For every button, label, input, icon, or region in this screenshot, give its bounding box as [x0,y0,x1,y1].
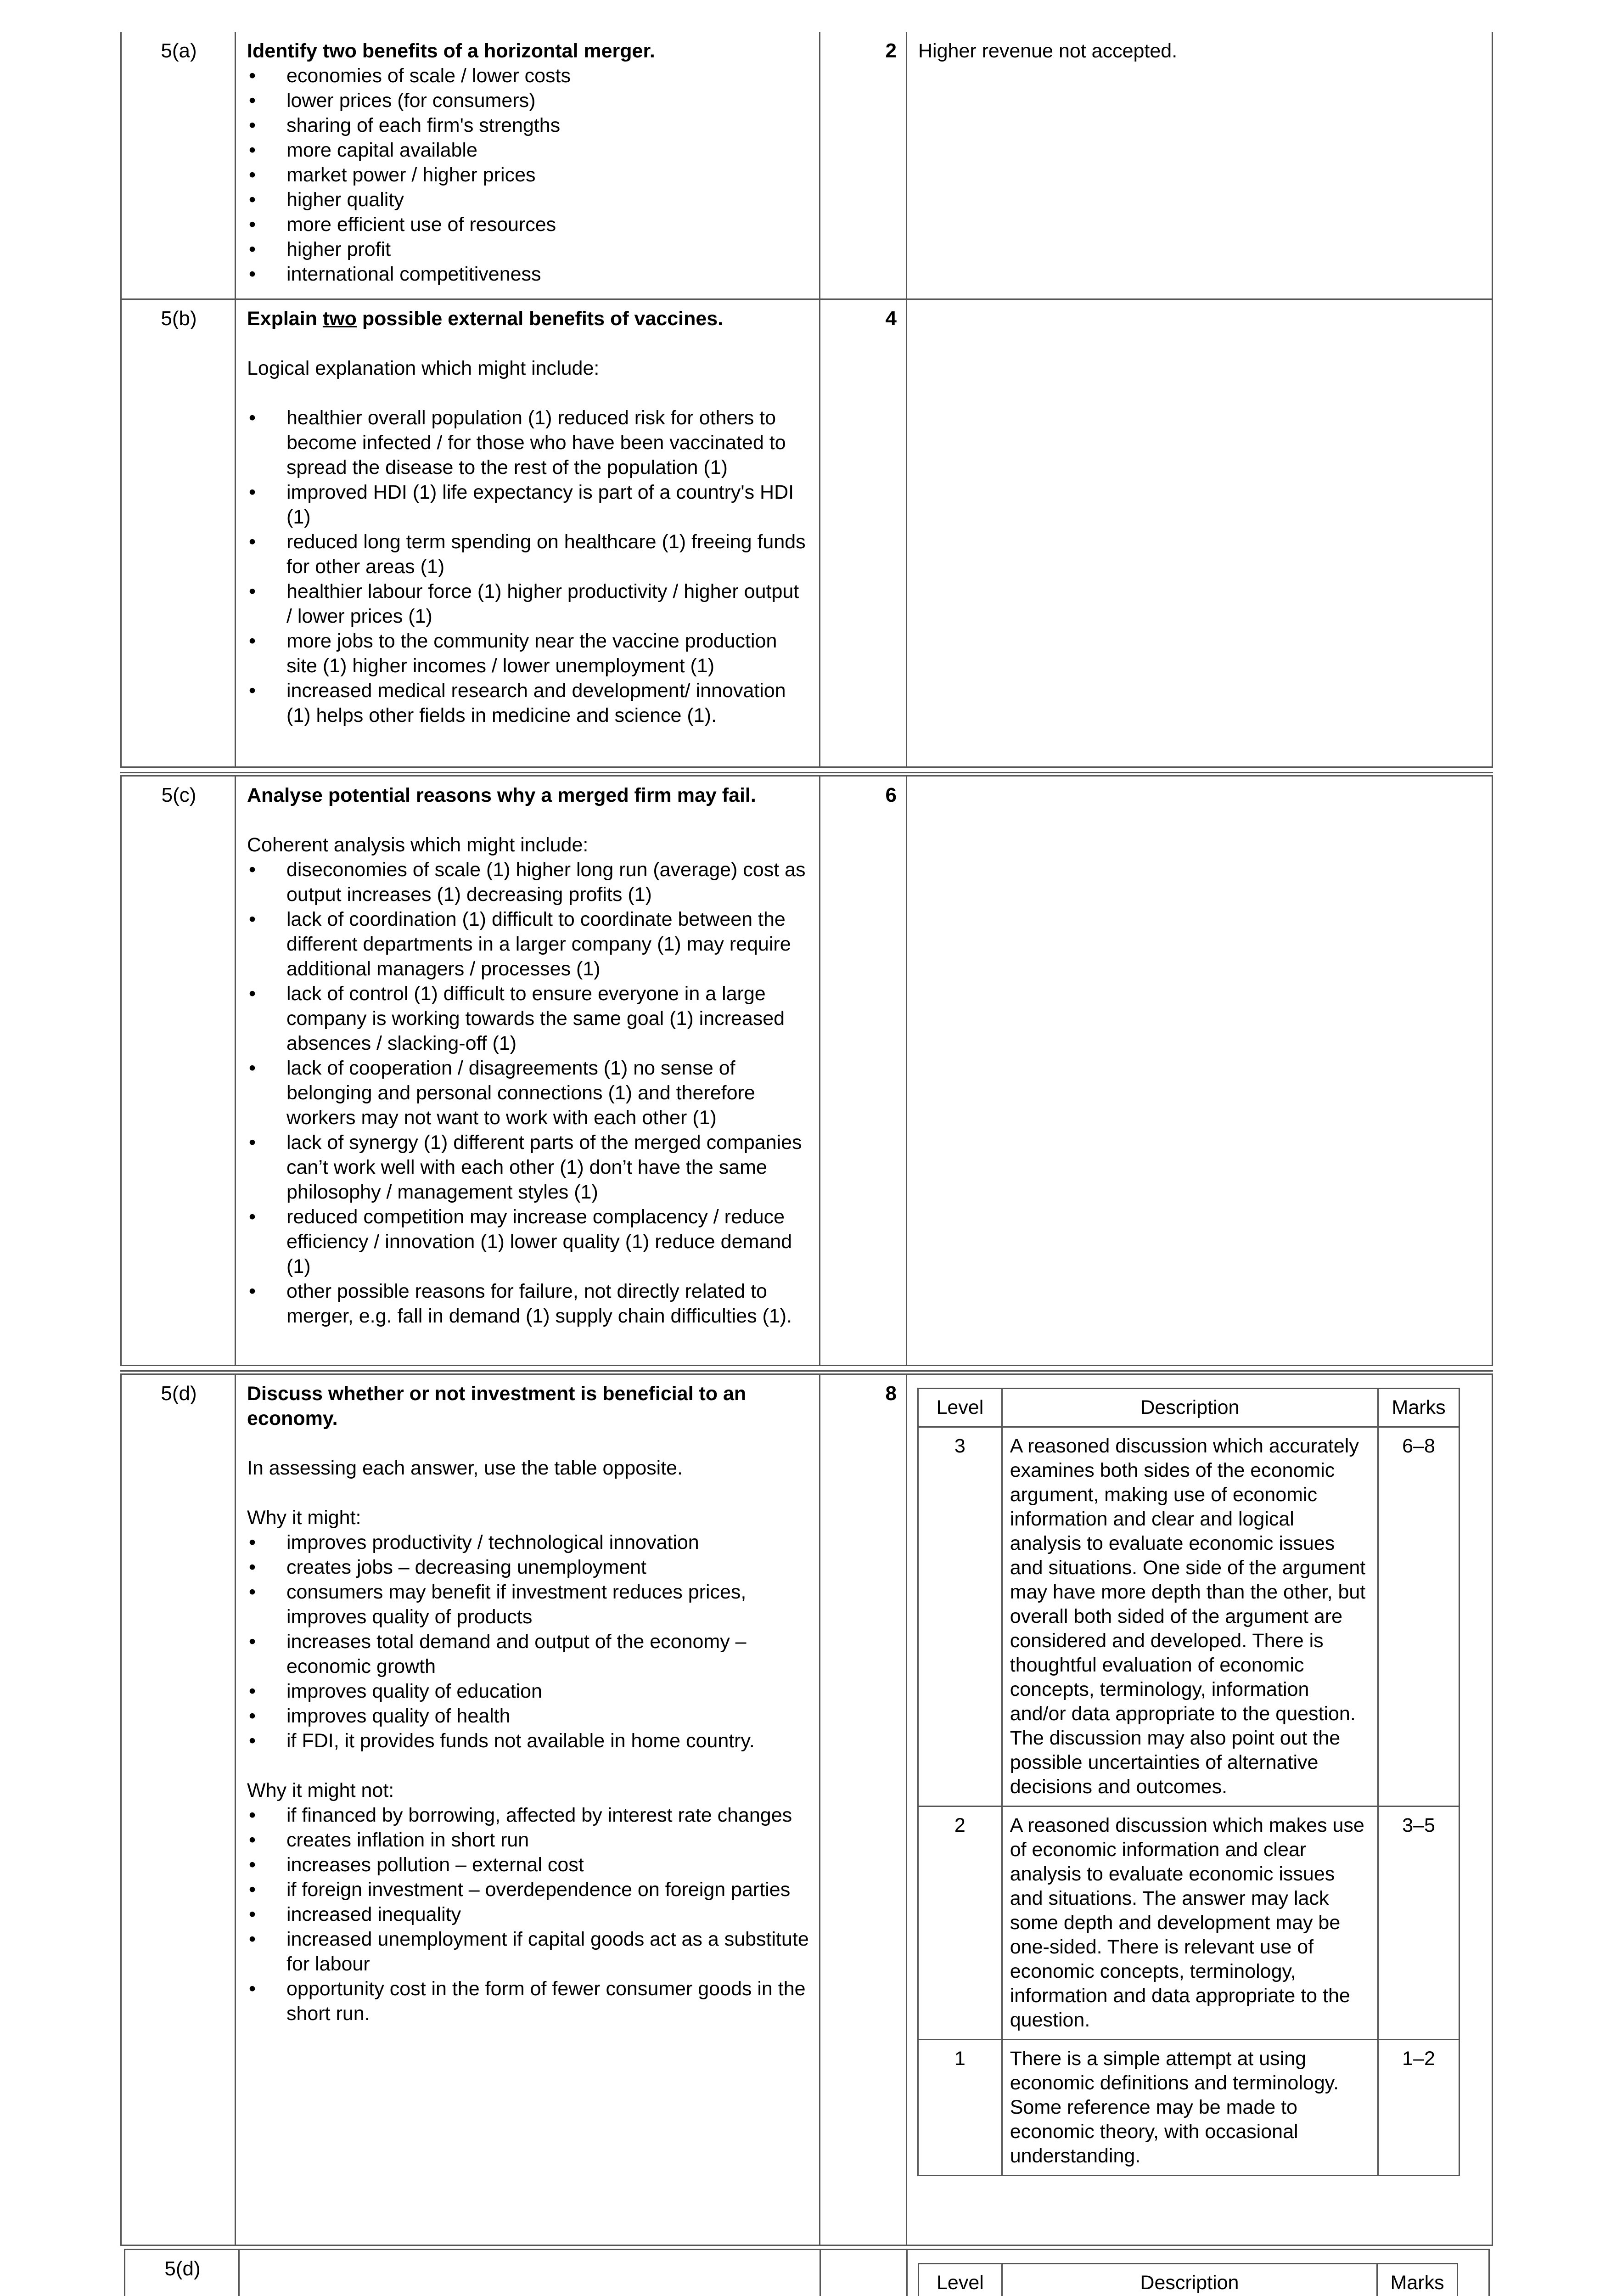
list-item: • more efficient use of resources [247,212,809,237]
marks-cell [820,32,907,298]
list-item: • increased unemployment if capital goods act as a substitute for labour [247,1927,809,1976]
answer-cell [236,300,820,766]
guidance-cell [907,1375,1492,2245]
description-cell: A reasoned discussion which accurately examines both sides of the economic argument, making use of economic information and clear and logical analysis to evaluate economic issues and situations. One side of the argument may have more depth than the other, but overall both sided of the argument are considered and developed. There is thoughtful evaluation of economic concepts, terminology, information and/or data appropriate to the question. The discussion may also point out the possible uncertainties of alternative decisions and outcomes. [1002,1427,1378,1806]
level-descriptor-table [917,1388,1460,2176]
answer-bullet-list [247,63,809,287]
row-5d [120,1373,1493,2246]
level-cell: 3 [918,1427,1002,1806]
answer-content [247,1381,809,2026]
question-prompt: Identify two benefits of a horizontal merger. [247,40,655,62]
marks-value: 8 [885,1382,897,1405]
description-cell: A reasoned discussion which makes use of economic information and clear analysis to evaluate economic issues and situations. The answer may lack some depth and development may be one-sided. There is relevant use of economic concepts, terminology, information and data appropriate to the question. [1002,1806,1378,2040]
answer-intro: Coherent analysis which might include: [247,834,589,856]
prompt-text: possible external benefits of vaccines. [356,308,724,330]
list-item: • improved HDI (1) life expectancy is part of a country's HDI (1) [247,480,809,529]
table-header-row [919,2264,1458,2296]
list-item: • other possible reasons for failure, not directly related to merger, e.g. fall in demand (1) supply chain difficulties (1). [247,1279,809,1328]
list-item: • sharing of each firm's strengths [247,113,809,138]
table-header-row [918,1389,1459,1427]
answer-bullet-list [247,857,809,1328]
list-item: • higher quality [247,187,809,212]
description-cell: There is a simple attempt at using economic definitions and terminology. Some reference may be made to economic theory, with occasional understanding. [1002,2040,1378,2176]
column-header-description: Description [1002,2264,1377,2296]
for-heading: Why it might: [247,1507,361,1529]
list-item: • improves quality of health [247,1704,809,1728]
guidance-cell [907,300,1492,766]
list-item: • lack of synergy (1) different parts of the merged companies can’t work well with each other (1) don’t have the same philosophy / management styles (1) [247,1130,809,1204]
row-5a [120,32,1493,300]
question-number: 5(b) [161,307,197,330]
list-item: • market power / higher prices [247,163,809,187]
list-item: • improves quality of education [247,1679,809,1704]
list-item: • higher profit [247,237,809,262]
list-item: • if foreign investment – overdependence on foreign parties [247,1877,809,1902]
column-header-marks: Marks [1377,2264,1458,2296]
marks-value: 4 [885,307,897,330]
answer-cell [236,777,820,1365]
row-5c [120,775,1493,1366]
level-descriptor-table [918,2263,1458,2296]
marks-cell [820,300,907,766]
list-item: • increased medical research and development/ innovation (1) helps other fields in medicine and science (1). [247,678,809,728]
question-prompt: Analyse potential reasons why a merged firm may fail. [247,784,756,806]
answer-content [247,783,809,1328]
against-heading: Why it might not: [247,1779,394,1801]
prompt-underlined-text: two [322,308,357,330]
list-item: • healthier overall population (1) reduced risk for others to become infected / for those who have been vaccinated to spread the disease to the rest of the population (1) [247,405,809,480]
row-divider [120,772,1493,773]
level-cell: 2 [918,1806,1002,2040]
row-divider [120,1370,1493,1372]
list-item: • improves productivity / technological innovation [247,1530,809,1555]
list-item: • creates inflation in short run [247,1828,809,1852]
answer-cell [240,2250,821,2296]
list-item: • increases pollution – external cost [247,1852,809,1877]
guidance-cell [908,2250,1488,2296]
answer-content [247,39,809,287]
answer-content [247,306,809,728]
question-number: 5(a) [161,39,197,62]
prompt-text: Explain [247,308,323,330]
list-item: • reduced long term spending on healthcare (1) freeing funds for other areas (1) [247,529,809,579]
table-row [918,2040,1459,2176]
list-item: • lack of cooperation / disagreements (1) no sense of belonging and personal connections (1) and therefore workers may not want to work with each other (1) [247,1056,809,1130]
question-number: 5(d) [164,2257,201,2280]
answer-bullet-list [247,405,809,728]
list-item: • consumers may benefit if investment reduces prices, improves quality of products [247,1580,809,1629]
list-item: • if FDI, it provides funds not available in home country. [247,1728,809,1753]
list-item: • more capital available [247,138,809,163]
question-prompt: Discuss whether or not investment is beneficial to an economy. [247,1383,747,1429]
marks-cell [821,2250,908,2296]
for-bullet-list [247,1530,809,1753]
question-number-cell [125,2250,240,2296]
marks-cell [820,777,907,1365]
list-item: • increases total demand and output of the economy – economic growth [247,1629,809,1679]
answer-cell [236,32,820,298]
answer-intro: In assessing each answer, use the table opposite. [247,1457,683,1479]
table-row [918,1427,1459,1806]
answer-cell [236,1375,820,2245]
table-row [918,1806,1459,2040]
against-bullet-list [247,1803,809,2026]
list-item: • economies of scale / lower costs [247,63,809,88]
question-number-cell [122,32,236,298]
column-header-description: Description [1002,1389,1378,1427]
question-prompt [247,306,809,331]
list-item: • if financed by borrowing, affected by interest rate changes [247,1803,809,1828]
column-header-marks: Marks [1378,1389,1459,1427]
list-item: • lower prices (for consumers) [247,88,809,113]
guidance-cell [907,777,1492,1365]
list-item: • lack of coordination (1) difficult to coordinate between the different departments in a larger company (1) may require additional managers / processes (1) [247,907,809,981]
list-item: • opportunity cost in the form of fewer consumer goods in the short run. [247,1976,809,2026]
list-item: • reduced competition may increase complacency / reduce efficiency / innovation (1) lower quality (1) reduce demand (1) [247,1204,809,1279]
column-header-level: Level [918,1389,1002,1427]
question-number-cell [122,777,236,1365]
question-number: 5(d) [161,1382,197,1405]
level-cell: 1 [918,2040,1002,2176]
list-item: • international competitiveness [247,262,809,287]
marks-range-cell: 6–8 [1378,1427,1459,1806]
row-5b [120,298,1493,768]
marks-range-cell: 1–2 [1378,2040,1459,2176]
guidance-text: Higher revenue not accepted. [918,40,1178,62]
row-5d-continued [124,2249,1490,2296]
marks-value: 6 [885,784,897,806]
marks-value: 2 [885,39,897,62]
list-item: • healthier labour force (1) higher productivity / higher output / lower prices (1) [247,579,809,629]
guidance-cell [907,32,1492,298]
question-number-cell [122,1375,236,2245]
list-item: • diseconomies of scale (1) higher long run (average) cost as output increases (1) decreasing profits (1) [247,857,809,907]
list-item: • more jobs to the community near the vaccine production site (1) higher incomes / lower unemployment (1) [247,629,809,678]
list-item: • lack of control (1) difficult to ensure everyone in a large company is working towards the same goal (1) increased absences / slacking-off (1) [247,981,809,1056]
marks-cell [820,1375,907,2245]
question-number: 5(c) [161,784,196,806]
marks-range-cell: 3–5 [1378,1806,1459,2040]
list-item: • increased inequality [247,1902,809,1927]
list-item: • creates jobs – decreasing unemployment [247,1555,809,1580]
answer-intro: Logical explanation which might include: [247,357,600,379]
column-header-level: Level [919,2264,1002,2296]
question-number-cell [122,300,236,766]
